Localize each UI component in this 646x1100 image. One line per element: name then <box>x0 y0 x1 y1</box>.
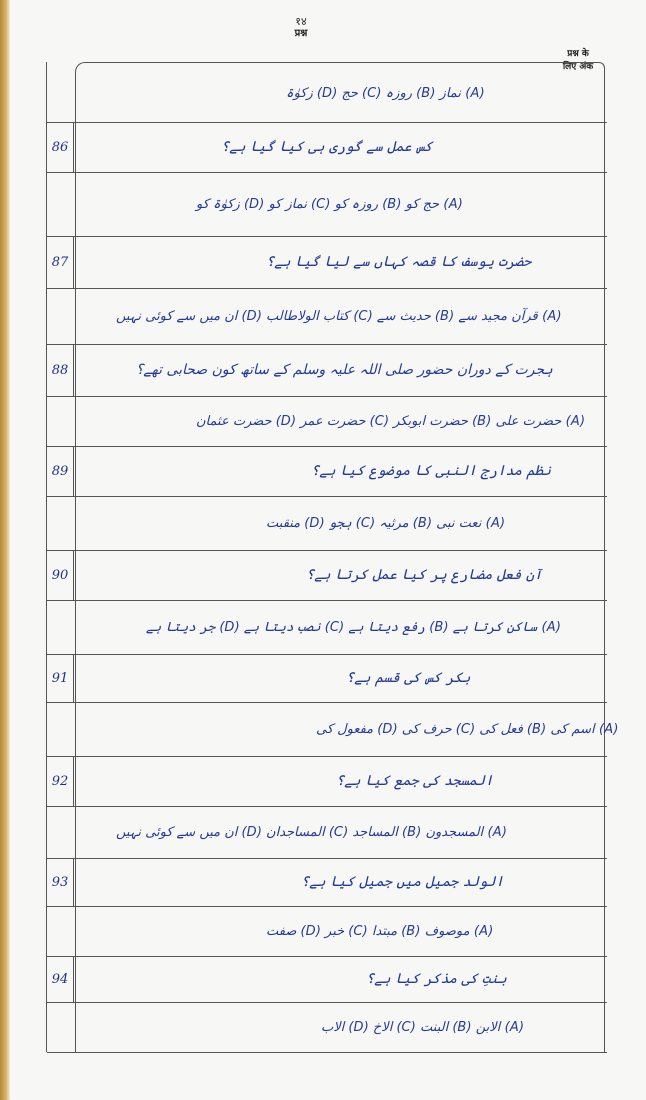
question-box <box>75 654 605 702</box>
question-text: ہجرت کے دوران حضور صلی اللہ علیہ وسلم کے ساتھ کون صحابی تھے؟ <box>136 362 553 378</box>
options-box <box>75 288 605 344</box>
question-row <box>47 654 607 703</box>
question-box <box>75 236 605 288</box>
options-text: (A) قرآن مجید سے (B) حدیث سے (C) کتاب الولاطالب (D) ان میں سے کوئی نہیں <box>116 308 562 324</box>
options-text: (A) حضرت علی (B) حضرت ابوبکر (C) حضرت عمر (D) حضرت عثمان <box>196 413 586 429</box>
options-box <box>75 1002 605 1052</box>
question-number: 88 <box>47 344 74 396</box>
options-row <box>47 288 607 345</box>
options-box <box>75 806 605 858</box>
question-row <box>47 236 607 289</box>
question-number: 87 <box>47 236 74 288</box>
question-text: حضرت یوسف کا قصہ کہاں سے لیا گیا ہے؟ <box>266 254 532 270</box>
options-row <box>47 496 607 551</box>
page-number: १४ <box>295 15 307 28</box>
options-row <box>47 600 607 655</box>
options-box <box>75 702 619 756</box>
question-text: بنتِ کی مذکر کیا ہے؟ <box>366 971 507 987</box>
question-text: المسجد کی جمع کیا ہے؟ <box>336 773 494 789</box>
question-number: 90 <box>47 550 74 600</box>
page-label: प्रश्न <box>294 28 308 39</box>
question-text: الولد جمیل میں جمیل کیا ہے؟ <box>301 874 504 890</box>
question-text: نظم مدارج النبی کا موضوع کیا ہے؟ <box>311 463 551 479</box>
options-box <box>75 396 605 446</box>
page-header <box>278 16 324 40</box>
question-box <box>75 550 605 600</box>
answer-sheet <box>46 62 619 1052</box>
options-row <box>47 62 607 123</box>
options-text: (A) حج کو (B) روزہ کو (C) نماز کو (D) زکوٰۃ کو <box>196 196 464 212</box>
question-box <box>75 344 605 396</box>
question-row <box>47 344 607 397</box>
question-number: 89 <box>47 446 74 496</box>
options-text: (A) الابن (B) البنت (C) الاخ (D) الاب <box>321 1019 525 1035</box>
marks-label-line2: लिए अंक <box>562 62 594 72</box>
question-text: آن فعل مضارع پر کیا عمل کرتا ہے؟ <box>306 567 543 583</box>
marks-label-line1: प्रश्न के <box>567 49 589 59</box>
options-text: (A) نعت نبی (B) مرثیہ (C) ہجو (D) منقبت <box>266 515 506 531</box>
question-box <box>75 446 605 496</box>
options-row <box>47 172 607 237</box>
question-number: 91 <box>47 654 74 702</box>
options-box <box>75 496 605 550</box>
options-box <box>75 62 605 123</box>
question-box <box>75 858 605 906</box>
question-text: کس عمل سے گوری ہی کیا گیا ہے؟ <box>221 139 433 155</box>
question-number: 94 <box>47 956 74 1002</box>
question-box <box>75 122 605 172</box>
question-number: 86 <box>47 122 74 172</box>
question-row <box>47 446 607 497</box>
question-row <box>47 858 607 907</box>
options-text: (A) المسجدون (B) المساجد (C) المساجدان (D) ان میں سے کوئی نہیں <box>116 824 508 840</box>
options-box <box>75 172 605 236</box>
options-row <box>47 906 607 957</box>
question-number: 92 <box>47 756 74 806</box>
question-box <box>75 756 605 806</box>
options-row <box>47 396 607 447</box>
options-row <box>47 1002 607 1053</box>
question-row <box>47 956 607 1003</box>
question-row <box>47 122 607 173</box>
page-edge <box>0 0 10 1100</box>
options-text: (A) ساکن کرتا ہے (B) رفع دیتا ہے (C) نصب دیتا ہے (D) جر دیتا ہے <box>146 619 562 635</box>
question-text: بکر کس کی قسم ہے؟ <box>346 670 471 686</box>
options-row <box>47 702 619 757</box>
options-text: (A) نماز (B) روزہ (C) حج (D) زکوٰۃ <box>286 85 485 101</box>
question-box <box>75 956 605 1002</box>
options-box <box>75 600 605 654</box>
options-row <box>47 806 607 859</box>
options-text: (A) اسم کی (B) فعل کی (C) حرف کی (D) مفعول کی <box>316 721 619 737</box>
question-row <box>47 550 607 601</box>
options-box <box>75 906 605 956</box>
question-number: 93 <box>47 858 74 906</box>
options-text: (A) موصوف (B) مبتدا (C) خبر (D) صفت <box>266 923 494 939</box>
question-row <box>47 756 607 807</box>
